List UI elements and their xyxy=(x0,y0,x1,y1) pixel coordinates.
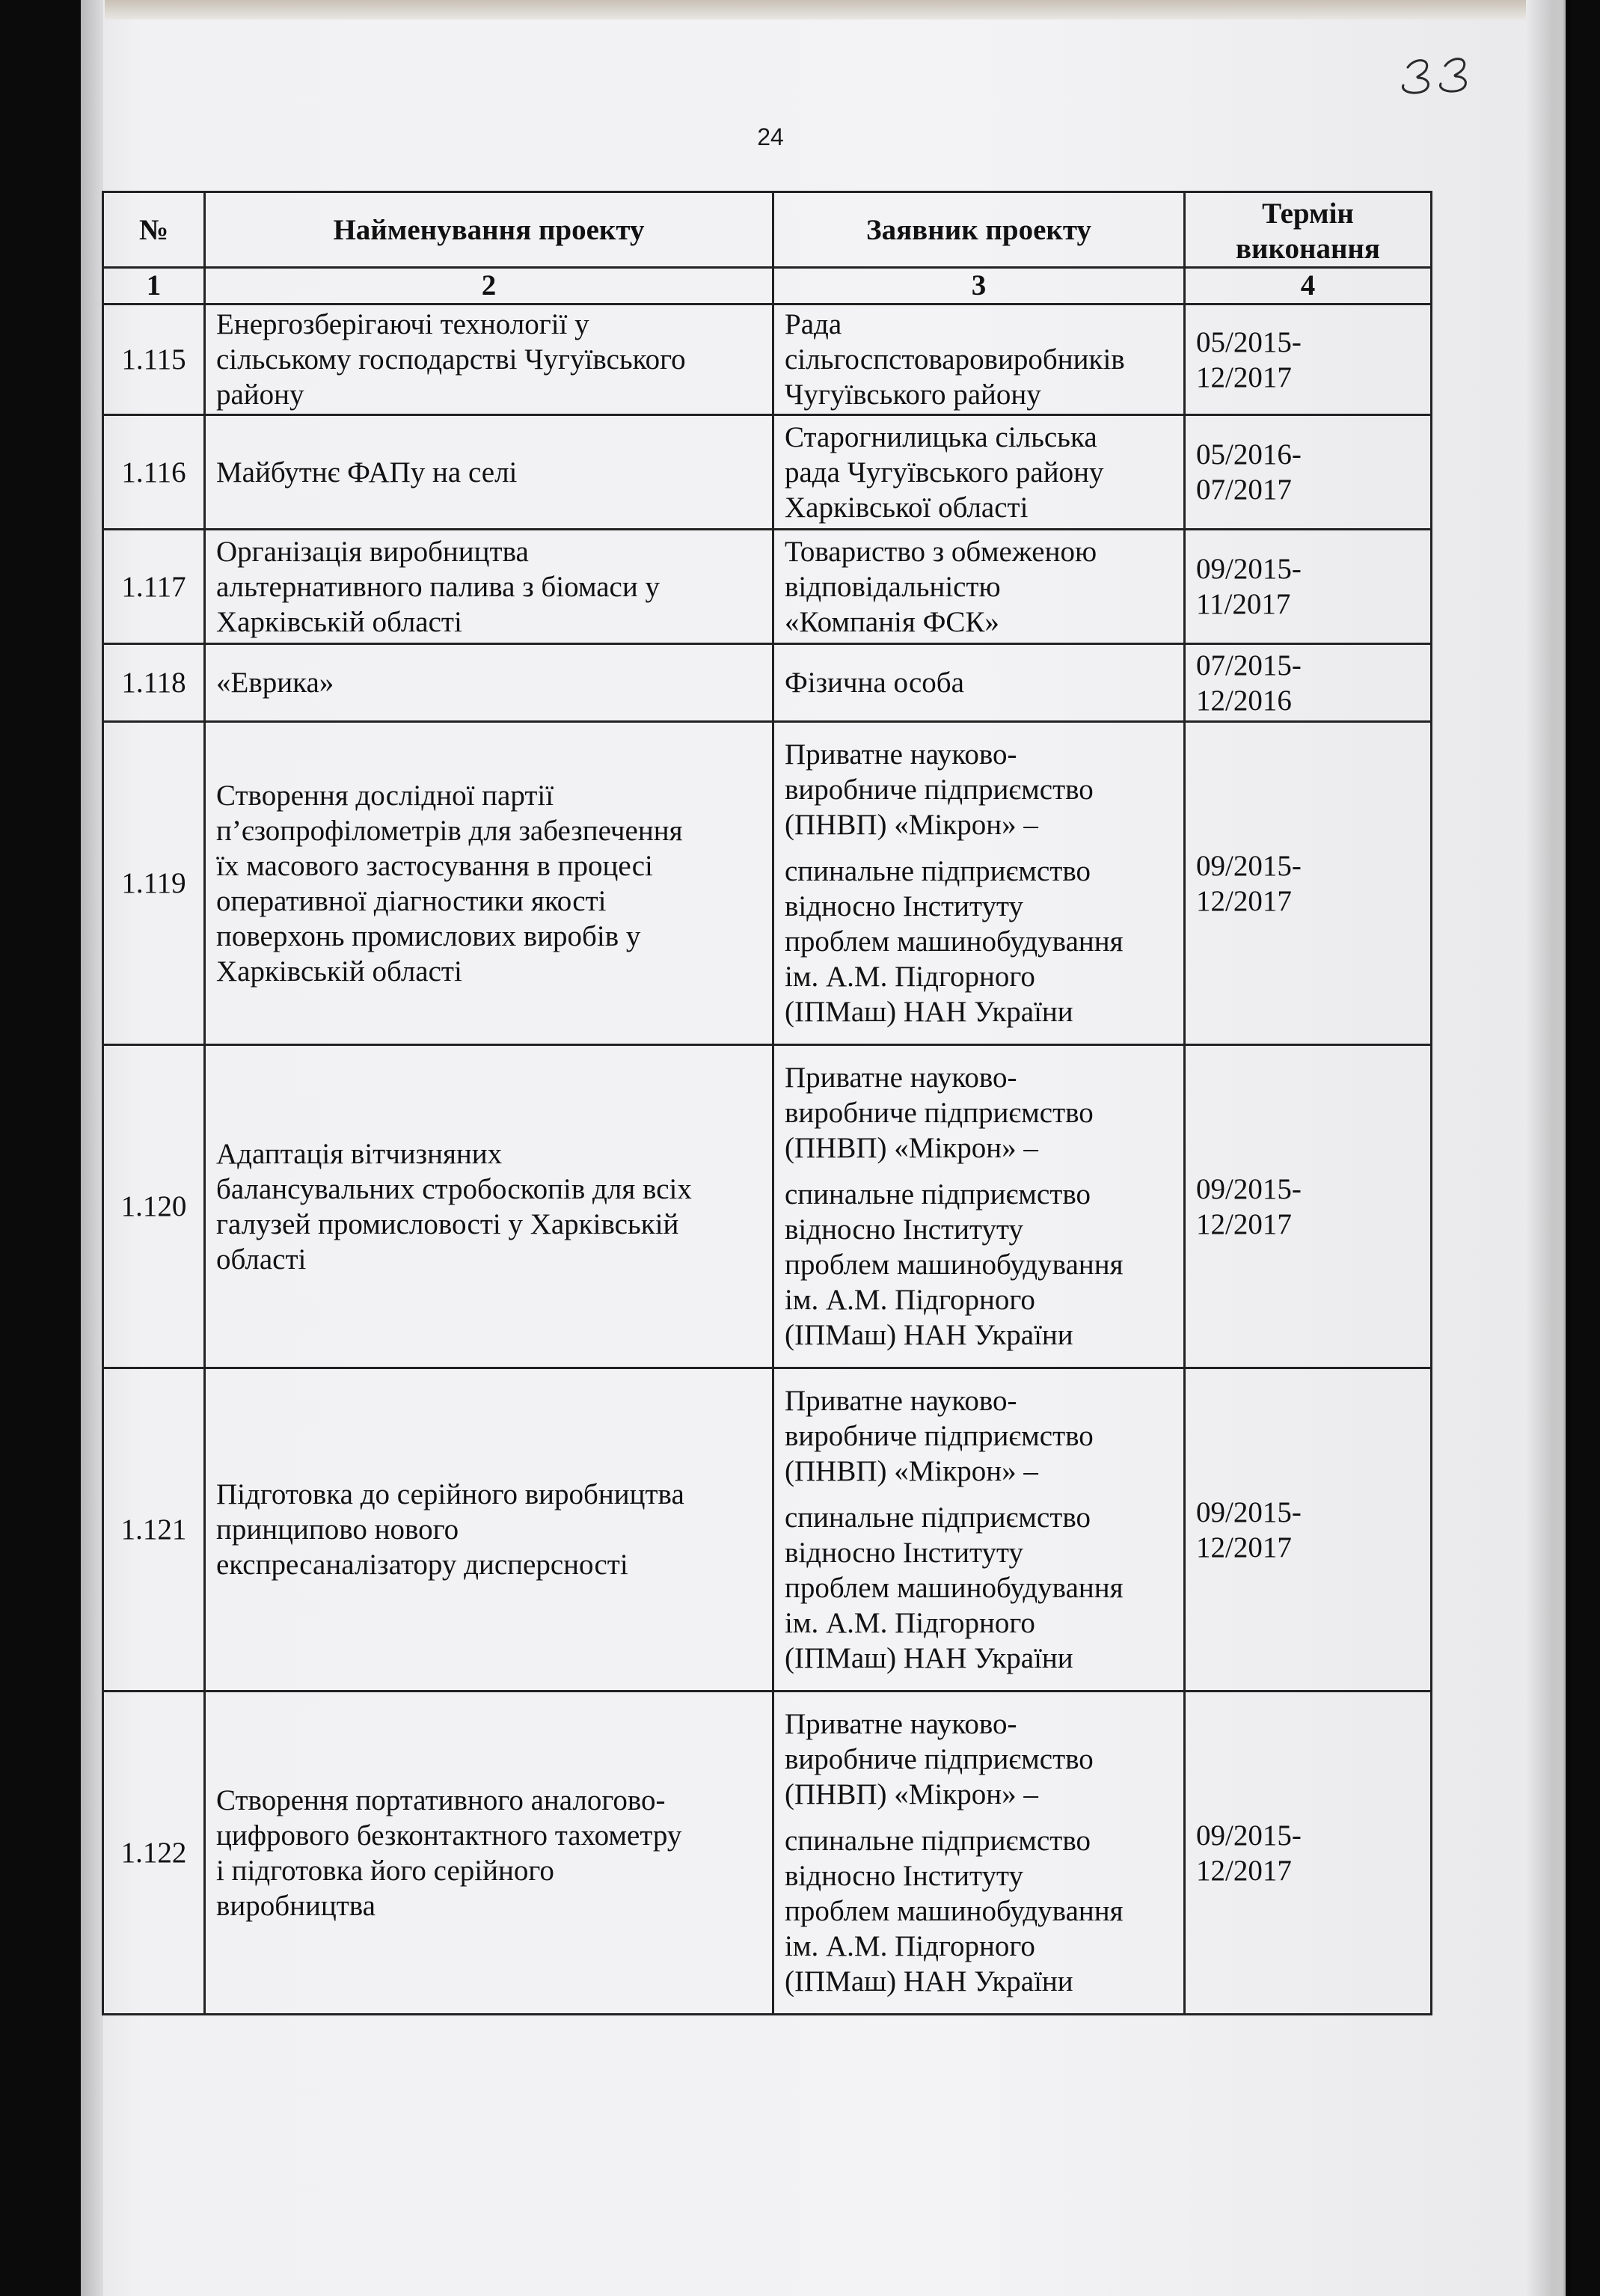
project-term-line: 07/2017 xyxy=(1196,474,1292,506)
project-name-line: балансувальних стробоскопів для всіх xyxy=(216,1172,692,1205)
project-applicant xyxy=(773,1368,1185,1692)
column-number-4: 4 xyxy=(1185,268,1432,304)
projects-table xyxy=(102,191,1432,2015)
project-applicant xyxy=(773,415,1185,530)
project-name-line: району xyxy=(216,379,304,411)
project-name xyxy=(205,304,773,415)
project-applicant-line: ім. А.М. Підгорного xyxy=(785,1284,1035,1316)
row-number: 1.118 xyxy=(103,644,205,722)
project-applicant xyxy=(773,722,1185,1045)
header-applicant: Заявник проекту xyxy=(773,192,1185,268)
project-name-line: сільському господарстві Чугуївського xyxy=(216,343,686,376)
project-applicant-line: ім. А.М. Підгорного xyxy=(785,1930,1035,1962)
project-applicant-line: Приватне науково- xyxy=(785,1062,1017,1094)
project-name xyxy=(205,722,773,1045)
project-applicant-line: спинальне підприємство xyxy=(785,855,1091,887)
table-row xyxy=(103,415,1432,530)
project-applicant xyxy=(773,1692,1185,2015)
page-number: 24 xyxy=(757,123,784,150)
project-term-line: 12/2017 xyxy=(1196,1531,1292,1564)
table-row xyxy=(103,1045,1432,1368)
project-applicant xyxy=(773,304,1185,415)
project-name-line: виробництва xyxy=(216,1889,376,1922)
page-right-edge xyxy=(1554,0,1563,2296)
project-applicant-line: проблем машинобудування xyxy=(785,1572,1124,1604)
project-name-line: області xyxy=(216,1243,307,1276)
project-name xyxy=(205,415,773,530)
project-term-line: 09/2015- xyxy=(1196,553,1302,585)
project-applicant-line: спинальне підприємство xyxy=(785,1501,1091,1534)
project-term-line: 07/2015- xyxy=(1196,649,1302,682)
project-term xyxy=(1185,1045,1432,1368)
project-applicant-line: спинальне підприємство xyxy=(785,1178,1091,1210)
page-top-edge xyxy=(105,0,1526,19)
project-name-line: Харківській області xyxy=(216,605,462,638)
project-applicant-line: (ПНВП) «Мікрон» – xyxy=(785,1132,1038,1164)
project-name xyxy=(205,644,773,722)
project-name-line: «Еврика» xyxy=(216,667,334,699)
project-name-line: Організація виробництва xyxy=(216,535,529,568)
project-name-line: Створення дослідної партії xyxy=(216,779,554,812)
project-applicant-line: (ПНВП) «Мікрон» – xyxy=(785,809,1038,841)
project-term-line: 12/2017 xyxy=(1196,1207,1292,1240)
project-applicant-line: (ПНВП) «Мікрон» – xyxy=(785,1455,1038,1487)
project-name-line: Підготовка до серійного виробництва xyxy=(216,1478,684,1510)
project-applicant-line: Рада xyxy=(785,308,842,340)
table-row xyxy=(103,722,1432,1045)
project-term xyxy=(1185,530,1432,644)
project-term-line: 12/2017 xyxy=(1196,361,1292,394)
project-name-line: поверхонь промислових виробів у xyxy=(216,919,641,952)
binding-spine xyxy=(81,0,103,2296)
project-term-line: 05/2016- xyxy=(1196,438,1302,471)
project-applicant-line: рада Чугуївського району xyxy=(785,456,1104,489)
page-right-shadow xyxy=(1526,0,1571,2296)
project-term xyxy=(1185,304,1432,415)
project-applicant-line: Старогнилицька сільська xyxy=(785,420,1097,453)
project-name-line: експресаналізатору дисперсності xyxy=(216,1549,628,1581)
project-name-line: Енергозберігаючі технології у xyxy=(216,308,589,340)
project-applicant-line: (ІПМаш) НАН України xyxy=(785,996,1073,1028)
project-applicant-line: відносно Інституту xyxy=(785,1537,1024,1569)
project-term-line: 11/2017 xyxy=(1196,588,1291,620)
header-project-name: Найменування проекту xyxy=(205,192,773,268)
project-name-line: принципово нового xyxy=(216,1513,459,1546)
project-applicant-line: виробниче підприємство xyxy=(785,1420,1094,1452)
row-number: 1.115 xyxy=(103,304,205,415)
table-header-row xyxy=(103,192,1432,268)
project-applicant-line: Приватне науково- xyxy=(785,1385,1017,1417)
project-name-line: Харківській області xyxy=(216,955,462,988)
project-term xyxy=(1185,644,1432,722)
table-row xyxy=(103,644,1432,722)
project-term-line: 12/2017 xyxy=(1196,884,1292,917)
handwritten-sheet-number xyxy=(1399,51,1481,99)
project-term xyxy=(1185,1692,1432,2015)
project-name-line: п’єзопрофілометрів для забезпечення xyxy=(216,814,683,847)
project-term-line: 09/2015- xyxy=(1196,1172,1302,1205)
table-row xyxy=(103,1368,1432,1692)
project-name xyxy=(205,1045,773,1368)
project-applicant-line: відносно Інституту xyxy=(785,890,1024,922)
project-applicant-line: Чугуївського району xyxy=(785,379,1041,411)
row-number: 1.119 xyxy=(103,722,205,1045)
project-applicant xyxy=(773,530,1185,644)
project-name-line: альтернативного палива з біомаси у xyxy=(216,570,660,603)
project-applicant-line: Харківської області xyxy=(785,491,1029,524)
project-applicant-line: ім. А.М. Підгорного xyxy=(785,1607,1035,1639)
table-column-numbers-row xyxy=(103,268,1432,304)
project-name-line: Адаптація вітчизняних xyxy=(216,1137,503,1170)
project-applicant-line: (ІПМаш) НАН України xyxy=(785,1965,1073,1997)
column-number-1: 1 xyxy=(103,268,205,304)
project-applicant-line: відповідальністю xyxy=(785,570,1001,603)
project-applicant xyxy=(773,1045,1185,1368)
row-number: 1.121 xyxy=(103,1368,205,1692)
project-name-line: галузей промисловості у Харківській xyxy=(216,1207,679,1240)
project-applicant-line: сільгоспстоваровиробників xyxy=(785,343,1125,376)
project-applicant-line: відносно Інституту xyxy=(785,1860,1024,1892)
project-name-line: Майбутнє ФАПу на селі xyxy=(216,456,518,489)
header-term: Термін виконання xyxy=(1185,192,1432,268)
project-term-line: 12/2017 xyxy=(1196,1854,1292,1887)
project-applicant-line: проблем машинобудування xyxy=(785,1895,1124,1927)
project-name-line: цифрового безконтактного тахометру xyxy=(216,1819,682,1852)
table-row xyxy=(103,1692,1432,2015)
project-applicant-line: виробниче підприємство xyxy=(785,1097,1094,1129)
project-applicant-line: відносно Інституту xyxy=(785,1213,1024,1246)
project-term-line: 09/2015- xyxy=(1196,1496,1302,1528)
project-term-line: 12/2016 xyxy=(1196,684,1292,717)
row-number: 1.116 xyxy=(103,415,205,530)
project-applicant-line: Приватне науково- xyxy=(785,1708,1017,1740)
project-name-line: і підготовка його серійного xyxy=(216,1854,554,1887)
table-row xyxy=(103,530,1432,644)
table-row xyxy=(103,304,1432,415)
row-number: 1.117 xyxy=(103,530,205,644)
project-name-line: Створення портативного аналогово- xyxy=(216,1784,666,1816)
project-term xyxy=(1185,722,1432,1045)
project-applicant-line: виробниче підприємство xyxy=(785,774,1094,806)
column-number-3: 3 xyxy=(773,268,1185,304)
project-term-line: 09/2015- xyxy=(1196,849,1302,882)
project-term xyxy=(1185,1368,1432,1692)
column-number-2: 2 xyxy=(205,268,773,304)
project-name xyxy=(205,1368,773,1692)
row-number: 1.120 xyxy=(103,1045,205,1368)
project-applicant-line: «Компанія ФСК» xyxy=(785,605,999,638)
project-term-line: 09/2015- xyxy=(1196,1819,1302,1852)
project-term-line: 05/2015- xyxy=(1196,325,1302,358)
project-applicant-line: спинальне підприємство xyxy=(785,1825,1091,1857)
project-applicant-line: виробниче підприємство xyxy=(785,1743,1094,1775)
project-applicant-line: ім. А.М. Підгорного xyxy=(785,961,1035,993)
project-applicant-line: Приватне науково- xyxy=(785,738,1017,771)
project-name-line: оперативної діагностики якості xyxy=(216,884,607,917)
project-applicant-line: Фізична особа xyxy=(785,667,964,699)
project-name xyxy=(205,1692,773,2015)
table-body xyxy=(103,304,1432,2015)
project-name xyxy=(205,530,773,644)
project-applicant-line: (ІПМаш) НАН України xyxy=(785,1642,1073,1674)
row-number: 1.122 xyxy=(103,1692,205,2015)
project-applicant-line: проблем машинобудування xyxy=(785,1249,1124,1281)
project-term xyxy=(1185,415,1432,530)
project-applicant-line: Товариство з обмеженою xyxy=(785,535,1097,568)
header-number: № xyxy=(103,192,205,268)
project-applicant xyxy=(773,644,1185,722)
project-applicant-line: (ІПМаш) НАН України xyxy=(785,1319,1073,1351)
project-name-line: їх масового застосування в процесі xyxy=(216,849,653,882)
project-applicant-line: (ПНВП) «Мікрон» – xyxy=(785,1778,1038,1810)
project-applicant-line: проблем машинобудування xyxy=(785,925,1124,958)
